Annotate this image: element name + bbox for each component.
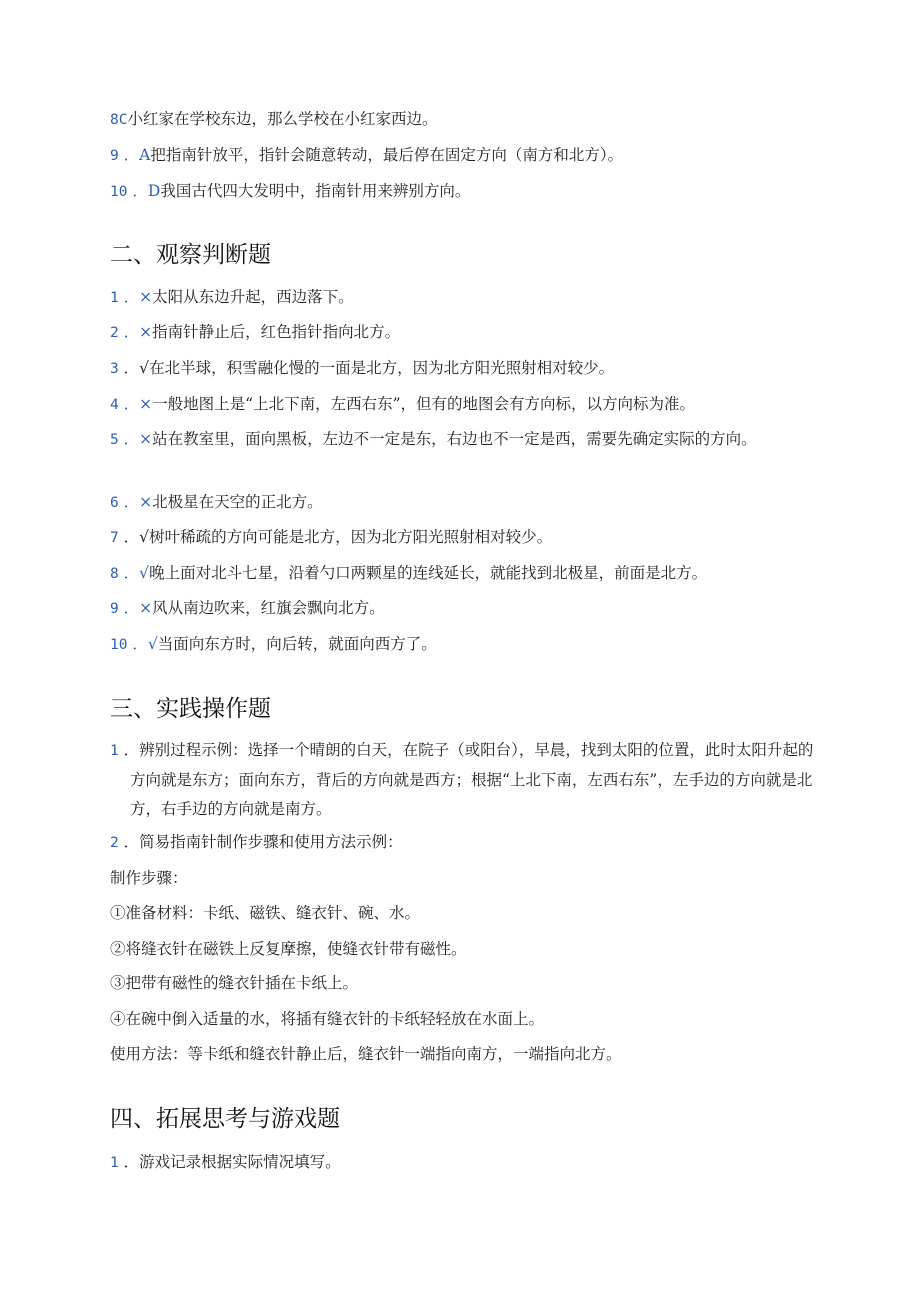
item-number: 2 bbox=[110, 325, 119, 341]
item-text: 北极星在天空的正北方。 bbox=[152, 493, 323, 511]
judge-item-3 bbox=[110, 356, 810, 381]
practice-item-1 bbox=[110, 736, 820, 824]
item-text: 我国古代四大发明中，指南针用来辨别方向。 bbox=[160, 182, 471, 200]
item-mark: ．√ bbox=[123, 359, 150, 377]
item-number: 4 bbox=[110, 397, 119, 413]
item-mark: ．× bbox=[123, 323, 153, 341]
usage-text: 使用方法：等卡纸和缝衣针静止后，缝衣针一端指向南方，一端指向北方。 bbox=[110, 1045, 622, 1063]
item-mark: ．√ bbox=[123, 528, 150, 546]
item-number: 10 bbox=[110, 184, 128, 200]
step-2: ②将缝衣针在磁铁上反复摩擦，使缝衣针带有磁性。 bbox=[110, 940, 467, 958]
extension-item-1 bbox=[110, 1150, 810, 1175]
item-mark: ．√ bbox=[132, 635, 158, 653]
judge-item-2 bbox=[110, 320, 810, 345]
item-text: 在北半球，积雪融化慢的一面是北方，因为北方阳光照射相对较少。 bbox=[149, 359, 615, 377]
item-number: 1 bbox=[110, 1155, 119, 1171]
judge-item-8 bbox=[110, 561, 810, 586]
item-text: ．游戏记录根据实际情况填写。 bbox=[123, 1153, 341, 1171]
item-mark: ．× bbox=[123, 288, 153, 306]
judge-item-4 bbox=[110, 392, 810, 417]
step-3: ③把带有磁性的缝衣针插在卡纸上。 bbox=[110, 974, 359, 992]
judge-item-5 bbox=[110, 425, 800, 455]
section-2-title: 二、观察判断题 bbox=[110, 242, 271, 268]
item-number: 7 bbox=[110, 530, 119, 546]
steps-label: 制作步骤： bbox=[110, 869, 188, 887]
item-text: 小红家在学校东边，那么学校在小红家西边。 bbox=[127, 110, 438, 128]
item-mark: ．× bbox=[123, 599, 153, 617]
answer-item-8 bbox=[110, 107, 810, 132]
item-text: 风从南边吹来，红旗会飘向北方。 bbox=[152, 599, 385, 617]
item-number: 8 bbox=[110, 112, 119, 128]
item-letter: ．A bbox=[123, 146, 151, 164]
item-mark: ．× bbox=[123, 395, 153, 413]
item-mark: ．× bbox=[123, 493, 153, 511]
item-number: 2 bbox=[110, 835, 119, 851]
answer-item-10 bbox=[110, 179, 810, 204]
item-number: 1 bbox=[110, 743, 119, 759]
item-text: 当面向东方时，向后转，就面向西方了。 bbox=[157, 635, 437, 653]
item-number: 1 bbox=[110, 290, 119, 306]
judge-item-10 bbox=[110, 632, 810, 657]
judge-item-6 bbox=[110, 490, 810, 515]
item-number: 8 bbox=[110, 566, 119, 582]
item-text: ．简易指南针制作步骤和使用方法示例： bbox=[123, 833, 403, 851]
answer-item-9 bbox=[110, 143, 810, 168]
item-number: 9 bbox=[110, 148, 119, 164]
step-4: ④在碗中倒入适量的水，将插有缝衣针的卡纸轻轻放在水面上。 bbox=[110, 1010, 545, 1028]
item-number: 6 bbox=[110, 495, 119, 511]
item-text: 树叶稀疏的方向可能是北方，因为北方阳光照射相对较少。 bbox=[149, 528, 553, 546]
item-number: 9 bbox=[110, 601, 119, 617]
step-1: ①准备材料：卡纸、磁铁、缝衣针、碗、水。 bbox=[110, 904, 421, 922]
item-text: 站在教室里，面向黑板，左边不一定是东，右边也不一定是西，需要先确定实际的方向。 bbox=[152, 430, 757, 448]
item-number: 3 bbox=[110, 361, 119, 377]
item-mark: ．√ bbox=[123, 564, 150, 582]
judge-item-9 bbox=[110, 596, 810, 621]
judge-item-7 bbox=[110, 525, 810, 550]
practice-item-2 bbox=[110, 830, 810, 855]
section-4-title: 四、拓展思考与游戏题 bbox=[110, 1106, 340, 1132]
judge-item-1 bbox=[110, 285, 810, 310]
item-text: 把指南针放平，指针会随意转动，最后停在固定方向（南方和北方）。 bbox=[150, 146, 624, 164]
section-3-title: 三、实践操作题 bbox=[110, 696, 271, 722]
item-text: 一般地图上是“上北下南，左西右东”，但有的地图会有方向标，以方向标为准。 bbox=[152, 395, 696, 413]
item-text: 晚上面对北斗七星，沿着勺口两颗星的连线延长，就能找到北极星，前面是北方。 bbox=[149, 564, 708, 582]
item-mark: ．× bbox=[123, 430, 153, 448]
item-text: 太阳从东边升起，西边落下。 bbox=[152, 288, 354, 306]
item-number: 10 bbox=[110, 637, 128, 653]
item-text: 指南针静止后，红色指针指向北方。 bbox=[152, 323, 401, 341]
item-number: 5 bbox=[110, 432, 119, 448]
item-text: ．辨别过程示例：选择一个晴朗的白天，在院子（或阳台），早晨，找到太阳的位置，此时太阳升起的方向就是东方；面向东方，背后的方向就是西方；根据“上北下南，左西右东”，左手边的方向就是北方，右手边的方向就是南方。 bbox=[123, 741, 814, 818]
item-letter: ．D bbox=[132, 182, 161, 200]
item-letter: C bbox=[118, 112, 128, 128]
